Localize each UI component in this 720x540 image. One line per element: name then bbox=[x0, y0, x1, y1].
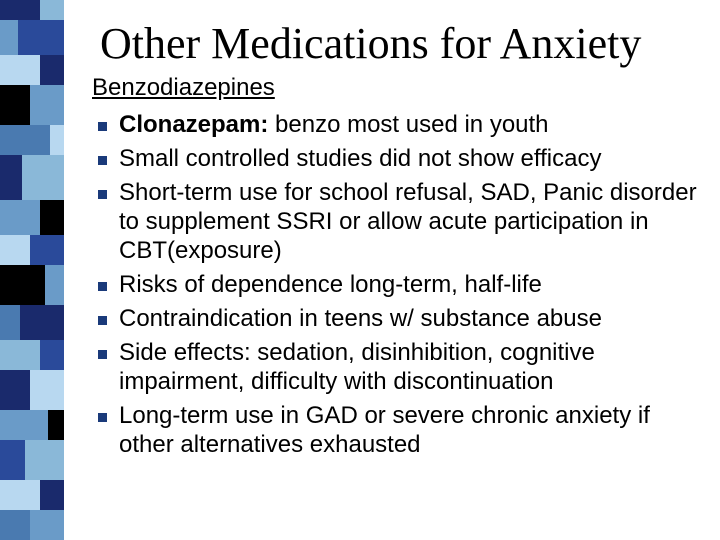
bullet-item bbox=[92, 144, 704, 173]
bullet-item bbox=[92, 178, 704, 265]
bullet-bold-label: Clonazepam: bbox=[119, 111, 269, 138]
bullet-item bbox=[92, 338, 704, 396]
square-bullet-icon bbox=[98, 350, 107, 359]
square-bullet-icon bbox=[98, 122, 107, 131]
bullet-text: Small controlled studies did not show efficacy bbox=[119, 145, 602, 172]
square-bullet-icon bbox=[98, 190, 107, 199]
square-bullet-icon bbox=[98, 282, 107, 291]
bullet-text: Short-term use for school refusal, SAD, Panic disorder to supplement SSRI or allow acute participation in CBT(exposure) bbox=[119, 179, 697, 264]
section-heading: Benzodiazepines bbox=[92, 74, 275, 101]
bullet-item bbox=[92, 304, 704, 333]
bullet-list bbox=[92, 110, 704, 464]
bullet-text: benzo most used in youth bbox=[268, 111, 549, 138]
square-bullet-icon bbox=[98, 316, 107, 325]
bullet-item bbox=[92, 270, 704, 299]
slide-title: Other Medications for Anxiety bbox=[100, 19, 642, 68]
decorative-sidebar bbox=[0, 0, 64, 540]
bullet-item bbox=[92, 401, 704, 459]
square-bullet-icon bbox=[98, 413, 107, 422]
bullet-item bbox=[92, 110, 704, 139]
bullet-text: Contraindication in teens w/ substance abuse bbox=[119, 305, 602, 332]
bullet-text: Side effects: sedation, disinhibition, cognitive impairment, difficulty with discontinuation bbox=[119, 339, 595, 395]
bullet-text: Risks of dependence long-term, half-life bbox=[119, 271, 542, 298]
bullet-text: Long-term use in GAD or severe chronic anxiety if other alternatives exhausted bbox=[119, 402, 650, 458]
square-bullet-icon bbox=[98, 156, 107, 165]
